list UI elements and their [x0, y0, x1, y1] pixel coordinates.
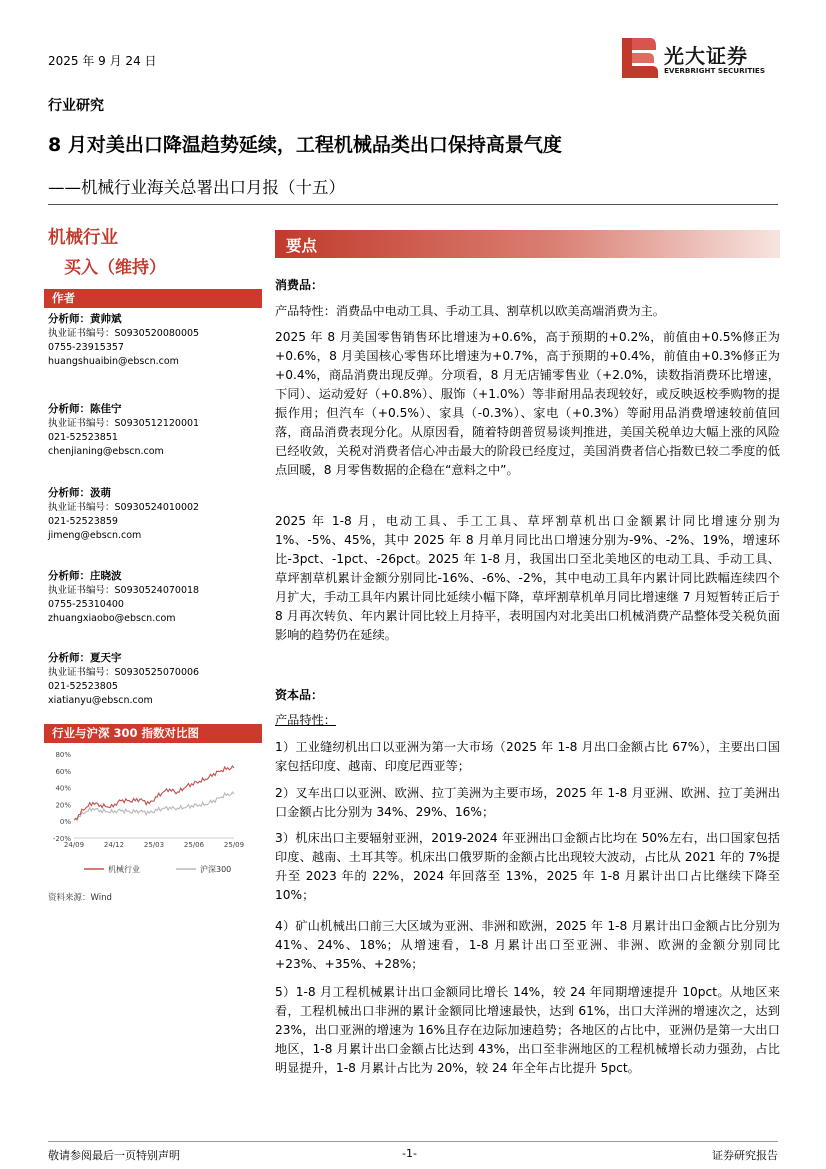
report-date: 2025 年 9 月 24 日 [48, 54, 157, 68]
capital-item-3: 3）机床出口主要辐射亚洲，2019-2024 年亚洲出口金额占比均在 50%左右，出口国家包括印度、越南、土耳其等。机床出口俄罗斯的金额占比出现较大波动，占比从 2021 年的 7%提升至 2023 年的 22%，2024 年回落至 13%，2025 年 1-8 月累计出口占比继续下降至 10%； [275, 831, 780, 902]
chart-heading: 行业与沪深 300 指数对比图 [44, 724, 262, 743]
analyst-name: 分析师：陈佳宁 [48, 403, 122, 415]
section-heading-capital: 资本品： [275, 688, 324, 702]
analyst-email[interactable]: zhuangxiaobo@ebscn.com [48, 613, 176, 624]
key-points-heading: 要点 [286, 237, 318, 255]
x-tick-label: 25/03 [143, 841, 165, 849]
capital-item-4: 4）矿山机械出口前三大区域为亚洲、非洲和欧洲，2025 年 1-8 月累计出口金额占比分别为 41%、24%、18%；从增速看，1-8 月累计出口至亚洲、非洲、欧洲的金额分别同比+23%、+35%、+28%； [275, 919, 780, 971]
y-tick-label: 60% [55, 767, 71, 776]
legend-label: 机械行业 [108, 865, 140, 874]
rating-label: 买入（维持） [64, 258, 166, 278]
author-heading: 作者 [44, 289, 262, 308]
analyst-block [48, 402, 262, 459]
consumer-export-paragraph: 2025 年 1-8 月，电动工具、手工工具、草坪割草机出口金额累计同比增速分别为 1%、-5%、45%，其中 2025 年 8 月单月同比出口增速分别为-9%、-2%、19%，增速环比-3pct、-1pct、-26pct。2025 年 1-8 月，我国出口至北美地区的电动工具、手动工具、草坪割草机累计金额分别同比-16%、-6%、-2%，其中电动工具年内累计同比跌幅连续四个月扩大，手动工具年内累计同比延续小幅下降，草坪割草机单月同比增速继 7 月短暂转正后于 8 月再次转负、年内累计同比较上月持平，表明国内对北美出口机械消费产品整体受关税负面影响的趋势仍在延续。 [275, 514, 780, 642]
analyst-block [48, 312, 262, 369]
y-tick-label: 20% [55, 801, 71, 810]
everbright-logo-icon [620, 36, 660, 80]
analyst-phone: 021-52523805 [48, 681, 118, 692]
section-heading-consumer: 消费品： [275, 278, 324, 292]
analyst-cert: 执业证书编号：S0930512120001 [48, 418, 200, 429]
report-subtitle: ——机械行业海关总署出口月报（十五） [48, 178, 345, 197]
capital-product-feature: 产品特性： [275, 713, 336, 727]
key-points-band [275, 230, 780, 258]
footer-report-type: 证券研究报告 [712, 1149, 778, 1162]
capital-item-2: 2）叉车出口以亚洲、欧洲、拉丁美洲为主要市场，2025 年 1-8 月亚洲、欧洲、拉丁美洲出口金额占比分别为 34%、29%、16%； [275, 786, 780, 819]
analyst-block [48, 486, 262, 543]
page-number: -1- [402, 1147, 417, 1160]
analyst-block [48, 651, 262, 708]
logo-text-cn: 光大证券 [664, 44, 748, 68]
footer-divider [48, 1141, 778, 1142]
x-tick-label: 25/09 [223, 841, 245, 849]
analyst-phone: 021-52523859 [48, 516, 118, 527]
analyst-email[interactable]: huangshuaibin@ebscn.com [48, 356, 179, 367]
analyst-name: 分析师：黄帅斌 [48, 313, 122, 325]
analyst-phone: 0755-25310400 [48, 599, 124, 610]
y-tick-label: 0% [59, 818, 71, 827]
analyst-email[interactable]: xiatianyu@ebscn.com [48, 695, 153, 706]
capital-item-1: 1）工业缝纫机出口以亚洲为第一大市场（2025 年 1-8 月出口金额占比 67%），主要出口国家包括印度、越南、印度尼西亚等； [275, 740, 780, 773]
analyst-name: 分析师：夏天宇 [48, 652, 122, 664]
analyst-name: 分析师：汲萌 [48, 487, 111, 499]
chart-source: 资料来源：Wind [48, 893, 112, 903]
series-line-csi300 [74, 792, 234, 820]
analyst-cert: 执业证书编号：S0930520080005 [48, 328, 200, 339]
consumer-product-feature: 产品特性：消费品中电动工具、手动工具、割草机以欧美高端消费为主。 [275, 304, 665, 318]
x-tick-label: 24/12 [103, 841, 125, 849]
legend-label: 沪深300 [200, 865, 232, 874]
analyst-phone: 0755-23915357 [48, 342, 124, 353]
analyst-cert: 执业证书编号：S0930524010002 [48, 502, 200, 513]
analyst-email[interactable]: chenjianing@ebscn.com [48, 446, 164, 457]
y-tick-label: -20% [52, 835, 71, 843]
report-title: 8 月对美出口降温趋势延续，工程机械品类出口保持高景气度 [48, 134, 562, 156]
x-tick-label: 24/09 [63, 841, 85, 849]
y-tick-label: 40% [55, 784, 71, 793]
analyst-name: 分析师：庄晓波 [48, 570, 122, 582]
footer-disclaimer[interactable]: 敬请参阅最后一页特别声明 [48, 1149, 180, 1162]
y-tick-label: 80% [55, 751, 71, 759]
analyst-phone: 021-52523851 [48, 432, 118, 443]
analyst-cert: 执业证书编号：S0930525070006 [48, 667, 200, 678]
company-logo [620, 36, 780, 80]
capital-item-5: 5）1-8 月工程机械累计出口金额同比增长 14%，较 24 年同期增速提升 10pct。从地区来看，工程机械出口非洲的累计金额同比增速最快，达到 61%，出口大洋洲的增速次之，达到 23%，出口亚洲的增速为 16%且存在边际加速趋势；各地区的占比中，亚洲仍是第一大出口地区，1-8 月累计出口金额占比达到 43%，出口至非洲地区的工程机械增长动力强劲，占比明显提升，1-8 月累计占比为 20%，较 24 年全年占比提升 5pct。 [275, 985, 780, 1075]
industry-label: 机械行业 [48, 228, 118, 248]
logo-text-en: EVERBRIGHT SECURITIES [664, 66, 765, 75]
analyst-cert: 执业证书编号：S0930524070018 [48, 585, 200, 596]
chart-svg [48, 746, 262, 886]
analyst-block [48, 569, 262, 626]
consumer-retail-paragraph: 2025 年 8 月美国零售销售环比增速为+0.6%，高于预期的+0.2%，前值由+0.5%修正为+0.6%，8 月美国核心零售环比增速为+0.7%，高于预期的+0.4%，前值由+0.3%修正为+0.4%，商品消费出现反弹。分项看，8 月无店铺零售业（+2.0%，读数指消费环比增速，下同）、运动爱好（+0.8%）、服饰（+1.0%）等非耐用品表现较好，或反映返校季购物的提振作用；但汽车（+0.5%）、家具（-0.3%）、家电（+0.3%）等耐用品消费增速较前值回落，商品消费表现分化。从原因看，随着特朗普贸易谈判推进，美国关税单边大幅上涨的风险已经收敛，关税对消费者信心冲击最大的阶段已经度过，美国消费者信心指数已较二季度的低点回暖，8 月零售数据的企稳在“意料之中”。 [275, 330, 780, 477]
index-comparison-chart [48, 746, 262, 886]
analyst-email[interactable]: jimeng@ebscn.com [48, 530, 142, 541]
report-type: 行业研究 [48, 98, 104, 114]
header-divider [48, 204, 778, 205]
x-tick-label: 25/06 [183, 841, 205, 849]
